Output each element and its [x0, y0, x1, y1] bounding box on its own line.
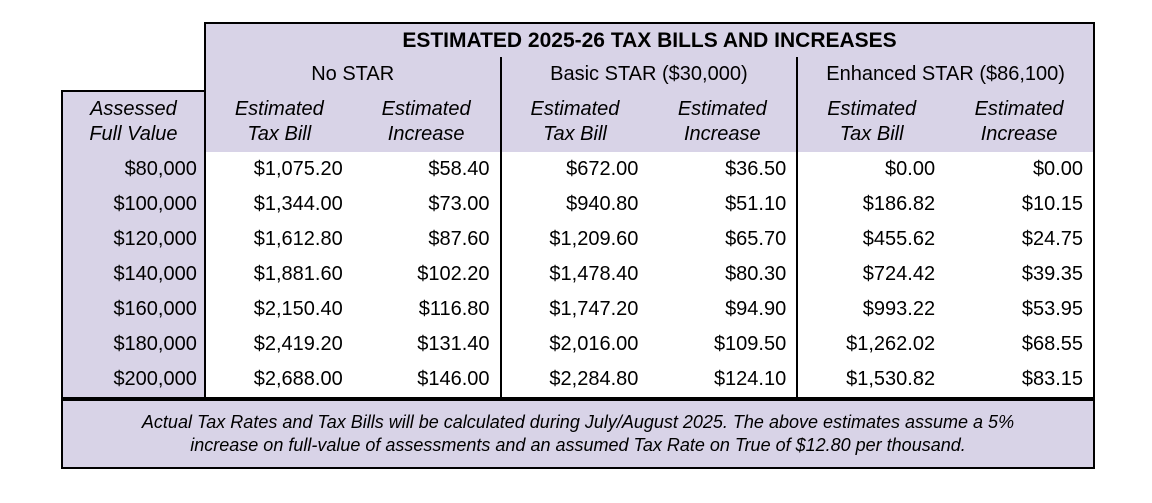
cell-no-star-bill: $1,612.80 — [205, 222, 353, 257]
cell-enhanced-star-bill: $455.62 — [797, 222, 945, 257]
header-enhanced-star-bill — [797, 91, 945, 152]
cell-enhanced-star-increase: $10.15 — [945, 187, 1094, 222]
cell-enhanced-star-increase: $0.00 — [945, 152, 1094, 187]
header-line: Assessed — [90, 98, 177, 120]
cell-basic-star-increase: $94.90 — [648, 292, 797, 327]
cell-enhanced-star-increase: $53.95 — [945, 292, 1094, 327]
group-enhanced-star: Enhanced STAR ($86,100) — [797, 57, 1094, 91]
cell-no-star-increase: $116.80 — [353, 292, 501, 327]
cell-basic-star-bill: $1,478.40 — [501, 257, 649, 292]
cell-no-star-bill: $1,075.20 — [205, 152, 353, 187]
cell-basic-star-bill: $2,016.00 — [501, 327, 649, 362]
header-basic-star-bill — [501, 91, 649, 152]
cell-assessed-value: $200,000 — [62, 362, 205, 398]
header-line: Estimated — [381, 97, 471, 120]
cell-no-star-increase: $131.40 — [353, 327, 501, 362]
footnote-line-2: increase on full-value of assessments and an assumed Tax Rate on True of $12.80 per thousand. — [190, 435, 966, 455]
cell-assessed-value: $140,000 — [62, 257, 205, 292]
cell-enhanced-star-bill: $186.82 — [797, 187, 945, 222]
header-line: Estimated — [530, 97, 620, 120]
cell-enhanced-star-bill: $1,262.02 — [797, 327, 945, 362]
tax-bill-table — [61, 57, 1095, 399]
tax-bill-table-container — [61, 22, 1095, 469]
cell-enhanced-star-bill: $993.22 — [797, 292, 945, 327]
cell-enhanced-star-increase: $83.15 — [945, 362, 1094, 398]
cell-enhanced-star-increase: $24.75 — [945, 222, 1094, 257]
cell-enhanced-star-bill: $724.42 — [797, 257, 945, 292]
cell-enhanced-star-bill: $1,530.82 — [797, 362, 945, 398]
cell-no-star-bill: $1,344.00 — [205, 187, 353, 222]
header-assessed-full-value — [62, 91, 205, 152]
cell-no-star-bill: $2,150.40 — [205, 292, 353, 327]
header-line: Tax Bill — [543, 122, 607, 145]
footnote-line-1: Actual Tax Rates and Tax Bills will be calculated during July/August 2025. The above estimates assume a 5% — [141, 412, 1015, 432]
header-line: Estimated — [234, 97, 324, 120]
cell-basic-star-increase: $51.10 — [648, 187, 797, 222]
header-line: Estimated — [827, 97, 917, 120]
cell-no-star-increase: $73.00 — [353, 187, 501, 222]
table-row — [62, 257, 1094, 292]
header-line: Increase — [387, 122, 465, 145]
cell-basic-star-bill: $1,747.20 — [501, 292, 649, 327]
table-row — [62, 187, 1094, 222]
group-header-row — [62, 57, 1094, 91]
cell-no-star-increase: $102.20 — [353, 257, 501, 292]
header-no-star-bill — [205, 91, 353, 152]
table-row — [62, 152, 1094, 187]
header-line: Increase — [980, 122, 1058, 145]
cell-no-star-increase: $146.00 — [353, 362, 501, 398]
cell-basic-star-bill: $940.80 — [501, 187, 649, 222]
header-line: Estimated — [974, 97, 1064, 120]
cell-no-star-increase: $87.60 — [353, 222, 501, 257]
cell-basic-star-increase: $65.70 — [648, 222, 797, 257]
cell-enhanced-star-increase: $39.35 — [945, 257, 1094, 292]
cell-enhanced-star-increase: $68.55 — [945, 327, 1094, 362]
cell-no-star-bill: $2,419.20 — [205, 327, 353, 362]
cell-assessed-value: $80,000 — [62, 152, 205, 187]
header-line: Full Value — [89, 123, 178, 145]
cell-basic-star-increase: $80.30 — [648, 257, 797, 292]
table-row — [62, 362, 1094, 398]
cell-enhanced-star-bill: $0.00 — [797, 152, 945, 187]
cell-no-star-bill: $2,688.00 — [205, 362, 353, 398]
table-row — [62, 327, 1094, 362]
cell-basic-star-bill: $2,284.80 — [501, 362, 649, 398]
group-basic-star: Basic STAR ($30,000) — [501, 57, 798, 91]
cell-basic-star-increase: $36.50 — [648, 152, 797, 187]
header-line: Tax Bill — [247, 122, 312, 145]
header-no-star-increase — [353, 91, 501, 152]
cell-no-star-increase: $58.40 — [353, 152, 501, 187]
footnote — [61, 399, 1095, 469]
table-title: ESTIMATED 2025-26 TAX BILLS AND INCREASES — [204, 22, 1095, 59]
cell-assessed-value: $120,000 — [62, 222, 205, 257]
header-line: Tax Bill — [839, 122, 904, 145]
header-basic-star-increase — [648, 91, 797, 152]
table-row — [62, 292, 1094, 327]
cell-assessed-value: $160,000 — [62, 292, 205, 327]
group-no-star: No STAR — [205, 57, 501, 91]
column-header-row — [62, 91, 1094, 152]
header-enhanced-star-increase — [945, 91, 1094, 152]
header-line: Increase — [683, 122, 761, 145]
cell-assessed-value: $180,000 — [62, 327, 205, 362]
cell-basic-star-increase: $109.50 — [648, 327, 797, 362]
cell-no-star-bill: $1,881.60 — [205, 257, 353, 292]
cell-basic-star-bill: $1,209.60 — [501, 222, 649, 257]
cell-basic-star-increase: $124.10 — [648, 362, 797, 398]
cell-basic-star-bill: $672.00 — [501, 152, 649, 187]
header-line: Estimated — [677, 97, 767, 120]
cell-assessed-value: $100,000 — [62, 187, 205, 222]
table-body — [62, 152, 1094, 398]
table-row — [62, 222, 1094, 257]
